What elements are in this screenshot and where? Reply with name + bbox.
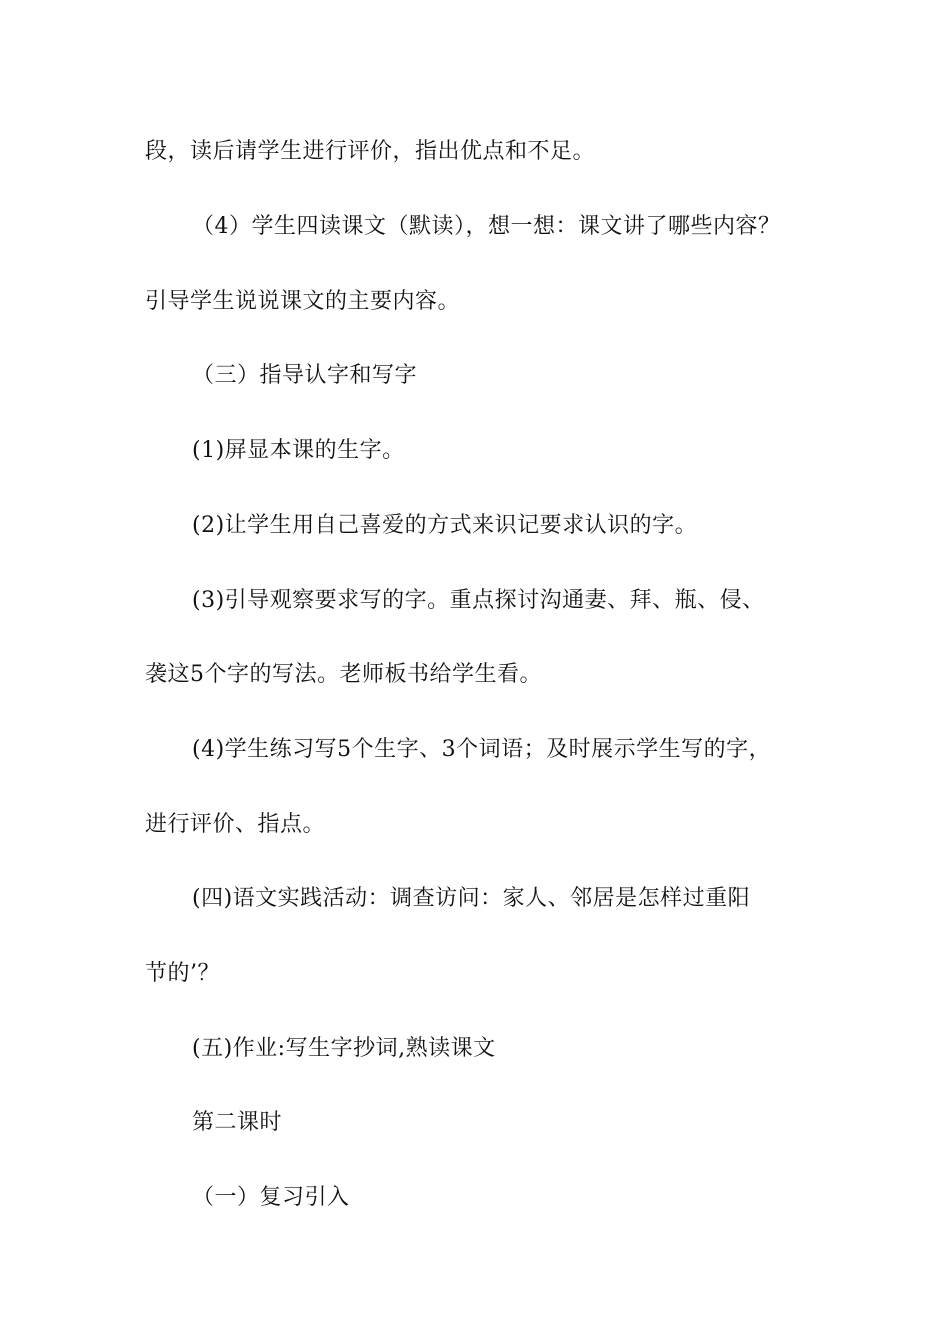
section-heading: （一）复习引入 — [192, 1185, 350, 1210]
paragraph-line: (2)让学生用自己喜爱的方式来识记要求认识的字。 — [192, 513, 698, 538]
paragraph-line: 段，读后请学生进行评价，指出优点和不足。 — [145, 139, 596, 164]
section-heading: (五)作业:写生字抄词,熟读课文 — [192, 1036, 496, 1061]
paragraph-line: 引导学生说说课文的主要内容。 — [145, 289, 461, 314]
lesson-heading: 第二课时 — [192, 1110, 283, 1135]
section-heading: (四)语文实践活动：调查访问：家人、邻居是怎样过重阳 — [192, 886, 751, 911]
paragraph-line: （4）学生四读课文（默读），想一想：课文讲了哪些内容？ — [192, 214, 781, 239]
paragraph-line: (1)屏显本课的生字。 — [192, 438, 405, 463]
paragraph-line: (4)学生练习写5个生字、3个词语；及时展示学生写的字， — [192, 737, 772, 762]
paragraph-line: 节的’？ — [145, 961, 220, 986]
paragraph-line: (3)引导观察要求写的字。重点探讨沟通妻、拜、瓶、侵、 — [192, 588, 765, 613]
section-heading: （三）指导认字和写字 — [192, 363, 418, 388]
paragraph-line: 进行评价、指点。 — [145, 812, 326, 837]
paragraph-line: 袭这5个字的写法。老师板书给学生看。 — [145, 662, 542, 687]
